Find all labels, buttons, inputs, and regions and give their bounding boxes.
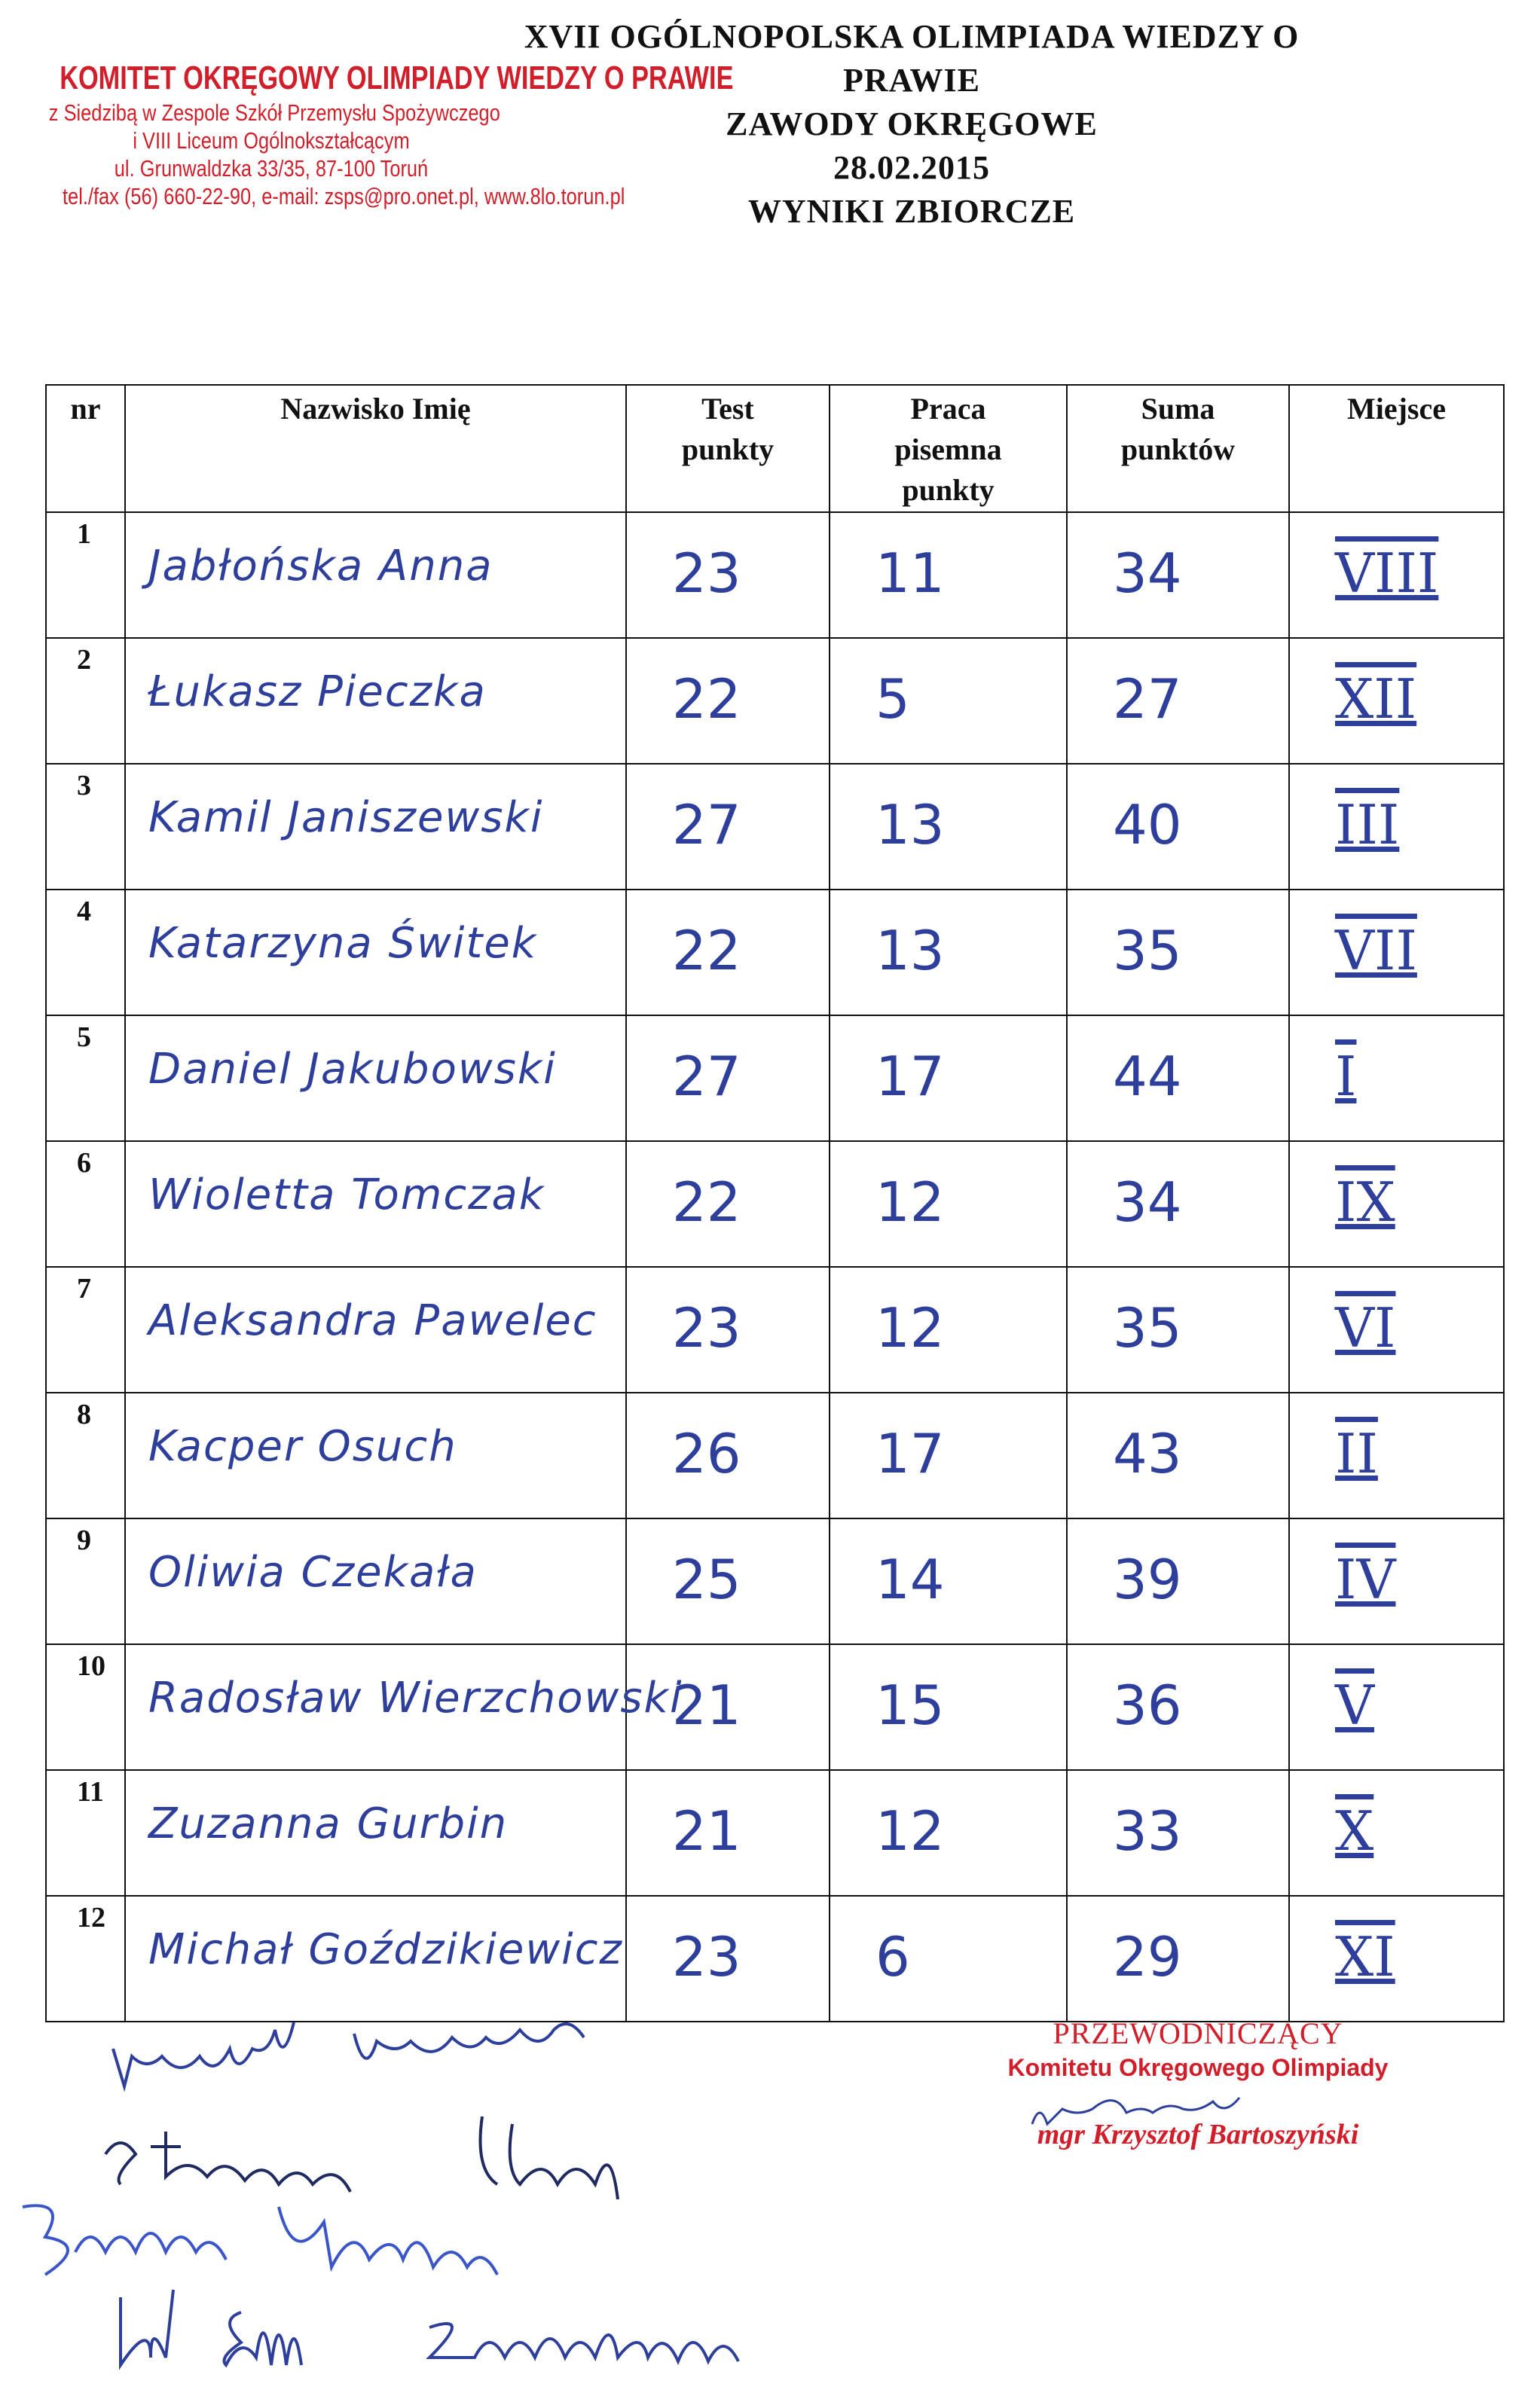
test-points-cell bbox=[626, 1644, 830, 1770]
place-rank-cell bbox=[1289, 1896, 1504, 2022]
test-points-cell bbox=[626, 890, 830, 1015]
total-points-cell bbox=[1067, 1267, 1289, 1393]
test-points-cell bbox=[626, 1015, 830, 1141]
table-row bbox=[46, 890, 1504, 1015]
place-rank-cell bbox=[1289, 1518, 1504, 1644]
document-subtitle: ZAWODY OKRĘGOWE bbox=[726, 105, 1098, 142]
participant-name-cell bbox=[125, 1267, 626, 1393]
participant-name-cell bbox=[125, 1770, 626, 1896]
document-date: 28.02.2015 bbox=[833, 149, 990, 186]
test-points-cell bbox=[626, 764, 830, 890]
essay-points: 15 bbox=[875, 1674, 945, 1737]
row-number-cell: 11 bbox=[46, 1770, 125, 1896]
participant-name: Aleksandra Pawelec bbox=[148, 1296, 597, 1345]
participant-name: Michał Goździkiewicz bbox=[148, 1925, 623, 1974]
essay-points: 17 bbox=[875, 1045, 945, 1108]
total-points: 35 bbox=[1113, 919, 1182, 982]
place-rank: VI bbox=[1335, 1296, 1396, 1360]
test-points: 27 bbox=[672, 1045, 741, 1108]
test-points: 25 bbox=[672, 1548, 741, 1611]
test-points-cell bbox=[626, 1393, 830, 1518]
total-points: 34 bbox=[1113, 1170, 1182, 1234]
column-header-nr: nr bbox=[46, 385, 125, 512]
participant-name-cell bbox=[125, 890, 626, 1015]
row-number-cell: 6 bbox=[46, 1141, 125, 1267]
document-title: XVII OGÓLNOPOLSKA OLIMPIADA WIEDZY O PRAWIE bbox=[524, 18, 1300, 99]
row-number-cell: 12 bbox=[46, 1896, 125, 2022]
participant-name: Jabłońska Anna bbox=[148, 542, 493, 591]
chairman-committee: Komitetu Okręgowego Olimpiady bbox=[1007, 2054, 1389, 2081]
participant-name: Kamil Janiszewski bbox=[148, 793, 544, 842]
participant-name-cell bbox=[125, 764, 626, 890]
test-points: 26 bbox=[672, 1422, 741, 1485]
total-points: 40 bbox=[1113, 793, 1182, 856]
essay-points: 5 bbox=[875, 667, 910, 731]
place-rank-cell bbox=[1289, 638, 1504, 764]
column-header-name: Nazwisko Imię bbox=[125, 385, 626, 512]
test-points: 27 bbox=[672, 793, 741, 856]
essay-points-cell bbox=[830, 1393, 1067, 1518]
test-points-cell bbox=[626, 1770, 830, 1896]
participant-name: Daniel Jakubowski bbox=[148, 1045, 557, 1094]
place-rank-cell bbox=[1289, 890, 1504, 1015]
essay-points: 17 bbox=[875, 1422, 945, 1485]
place-rank: VIII bbox=[1335, 542, 1439, 605]
participant-name-cell bbox=[125, 1141, 626, 1267]
participant-name: Zuzanna Gurbin bbox=[148, 1799, 509, 1848]
essay-points: 12 bbox=[875, 1296, 945, 1360]
participant-name: Oliwia Czekała bbox=[148, 1548, 478, 1597]
test-points-cell bbox=[626, 1896, 830, 2022]
essay-points: 11 bbox=[875, 542, 945, 605]
place-rank: III bbox=[1335, 793, 1400, 856]
participant-name-cell bbox=[125, 1896, 626, 2022]
committee-signature-2 bbox=[90, 2109, 738, 2199]
column-header-sum: Suma punktów bbox=[1067, 385, 1289, 512]
row-number-cell: 9 bbox=[46, 1518, 125, 1644]
table-header-row bbox=[46, 385, 1504, 512]
row-number-cell: 8 bbox=[46, 1393, 125, 1518]
total-points-cell bbox=[1067, 1896, 1289, 2022]
essay-points-cell bbox=[830, 1644, 1067, 1770]
essay-points-cell bbox=[830, 512, 1067, 638]
essay-points: 13 bbox=[875, 793, 945, 856]
place-rank-cell bbox=[1289, 1141, 1504, 1267]
total-points: 35 bbox=[1113, 1296, 1182, 1360]
total-points: 33 bbox=[1113, 1799, 1182, 1863]
place-rank: IV bbox=[1335, 1548, 1396, 1611]
participant-name-cell bbox=[125, 1644, 683, 1770]
row-number-cell: 5 bbox=[46, 1015, 125, 1141]
stamp-line-5: tel./fax (56) 660-22-90, e-mail: zsps@pro.onet.pl, www.8lo.torun.pl bbox=[63, 183, 625, 210]
test-points-cell bbox=[626, 1141, 830, 1267]
place-rank-cell bbox=[1289, 1393, 1504, 1518]
participant-name: Kacper Osuch bbox=[148, 1422, 457, 1471]
total-points-cell bbox=[1067, 764, 1289, 890]
essay-points: 12 bbox=[875, 1170, 945, 1234]
essay-points: 12 bbox=[875, 1799, 945, 1863]
total-points-cell bbox=[1067, 1015, 1289, 1141]
total-points: 34 bbox=[1113, 542, 1182, 605]
test-points: 22 bbox=[672, 919, 741, 982]
total-points: 36 bbox=[1113, 1674, 1182, 1737]
row-number-cell: 3 bbox=[46, 764, 125, 890]
test-points: 23 bbox=[672, 1925, 741, 1988]
essay-points-cell bbox=[830, 1518, 1067, 1644]
stamp-line-3: i VIII Liceum Ogólnokształcącym bbox=[133, 127, 410, 154]
row-number-cell: 7 bbox=[46, 1267, 125, 1393]
place-rank-cell bbox=[1289, 1644, 1504, 1770]
place-rank: I bbox=[1335, 1045, 1357, 1108]
table-row bbox=[46, 512, 1504, 638]
place-rank: VII bbox=[1335, 919, 1417, 982]
participant-name: Katarzyna Świtek bbox=[148, 919, 538, 968]
place-rank: IX bbox=[1335, 1170, 1395, 1234]
participant-name-cell bbox=[125, 1518, 626, 1644]
participant-name-cell bbox=[125, 1015, 626, 1141]
row-number-cell: 2 bbox=[46, 638, 125, 764]
row-number-cell: 10 bbox=[46, 1644, 125, 1770]
chairman-title: PRZEWODNICZĄCY bbox=[1053, 2016, 1343, 2050]
total-points-cell bbox=[1067, 1141, 1289, 1267]
document-section: WYNIKI ZBIORCZE bbox=[747, 193, 1076, 230]
participant-name: Łukasz Pieczka bbox=[148, 667, 487, 716]
essay-points: 13 bbox=[875, 919, 945, 982]
place-rank-cell bbox=[1289, 1770, 1504, 1896]
row-number-cell: 1 bbox=[46, 512, 125, 638]
test-points: 23 bbox=[672, 1296, 741, 1360]
table-row bbox=[46, 1141, 1504, 1267]
total-points: 27 bbox=[1113, 667, 1182, 731]
test-points-cell bbox=[626, 638, 830, 764]
essay-points-cell bbox=[830, 764, 1067, 890]
participant-name-cell bbox=[125, 512, 626, 638]
total-points-cell bbox=[1067, 1518, 1289, 1644]
total-points-cell bbox=[1067, 638, 1289, 764]
total-points: 29 bbox=[1113, 1925, 1182, 1988]
stamp-line-1: KOMITET OKRĘGOWY OLIMPIADY WIEDZY O PRAWIE bbox=[60, 60, 734, 96]
essay-points: 14 bbox=[875, 1548, 945, 1611]
essay-points-cell bbox=[830, 1267, 1067, 1393]
essay-points-cell bbox=[830, 638, 1067, 764]
essay-points-cell bbox=[830, 1896, 1067, 2022]
participant-name-cell bbox=[125, 1393, 626, 1518]
test-points: 22 bbox=[672, 667, 741, 731]
test-points: 21 bbox=[672, 1674, 741, 1737]
stamp-line-4: ul. Grunwaldzka 33/35, 87-100 Toruń bbox=[114, 155, 429, 182]
table-row bbox=[46, 1267, 1504, 1393]
essay-points: 6 bbox=[875, 1925, 910, 1988]
total-points-cell bbox=[1067, 1770, 1289, 1896]
place-rank: II bbox=[1335, 1422, 1378, 1485]
total-points: 44 bbox=[1113, 1045, 1182, 1108]
test-points-cell bbox=[626, 512, 830, 638]
committee-signature-3 bbox=[8, 2192, 580, 2282]
place-rank: V bbox=[1335, 1674, 1374, 1737]
column-header-place: Miejsce bbox=[1289, 385, 1504, 512]
table-row bbox=[46, 1393, 1504, 1518]
test-points: 22 bbox=[672, 1170, 741, 1234]
total-points-cell bbox=[1067, 1393, 1289, 1518]
table-row bbox=[46, 638, 1504, 764]
place-rank-cell bbox=[1289, 1015, 1504, 1141]
column-header-essay: Praca pisemna punkty bbox=[830, 385, 1067, 512]
document-header bbox=[512, 15, 1311, 233]
essay-points-cell bbox=[830, 890, 1067, 1015]
results-table bbox=[45, 384, 1505, 2022]
column-header-test: Test punkty bbox=[626, 385, 830, 512]
table-row bbox=[46, 1015, 1504, 1141]
place-rank-cell bbox=[1289, 764, 1504, 890]
table-row bbox=[46, 1518, 1504, 1644]
chairman-signature bbox=[1025, 2086, 1266, 2147]
total-points: 43 bbox=[1113, 1422, 1182, 1485]
test-points-cell bbox=[626, 1518, 830, 1644]
row-number-cell: 4 bbox=[46, 890, 125, 1015]
place-rank: X bbox=[1335, 1799, 1374, 1863]
participant-name-cell bbox=[125, 638, 626, 764]
total-points-cell bbox=[1067, 512, 1289, 638]
place-rank-cell bbox=[1289, 512, 1504, 638]
test-points-cell bbox=[626, 1267, 830, 1393]
total-points: 39 bbox=[1113, 1548, 1182, 1611]
essay-points-cell bbox=[830, 1141, 1067, 1267]
table-row bbox=[46, 1644, 1504, 1770]
essay-points-cell bbox=[830, 1770, 1067, 1896]
total-points-cell bbox=[1067, 890, 1289, 1015]
committee-signature-4 bbox=[113, 2275, 942, 2388]
table-row bbox=[46, 1896, 1504, 2022]
committee-stamp bbox=[0, 59, 734, 211]
place-rank: XII bbox=[1335, 667, 1417, 731]
chairman-name: mgr Krzysztof Bartoszyński bbox=[1037, 2119, 1359, 2150]
committee-signature-1 bbox=[105, 2019, 618, 2101]
stamp-line-2: z Siedzibą w Zespole Szkół Przemysłu Spożywczego bbox=[48, 99, 500, 126]
participant-name: Wioletta Tomczak bbox=[148, 1170, 545, 1219]
place-rank-cell bbox=[1289, 1267, 1504, 1393]
total-points-cell bbox=[1067, 1644, 1289, 1770]
test-points: 21 bbox=[672, 1799, 741, 1863]
table-row bbox=[46, 764, 1504, 890]
test-points: 23 bbox=[672, 542, 741, 605]
table-row bbox=[46, 1770, 1504, 1896]
essay-points-cell bbox=[830, 1015, 1067, 1141]
participant-name: Radosław Wierzchowski bbox=[148, 1674, 683, 1723]
place-rank: XI bbox=[1335, 1925, 1395, 1988]
